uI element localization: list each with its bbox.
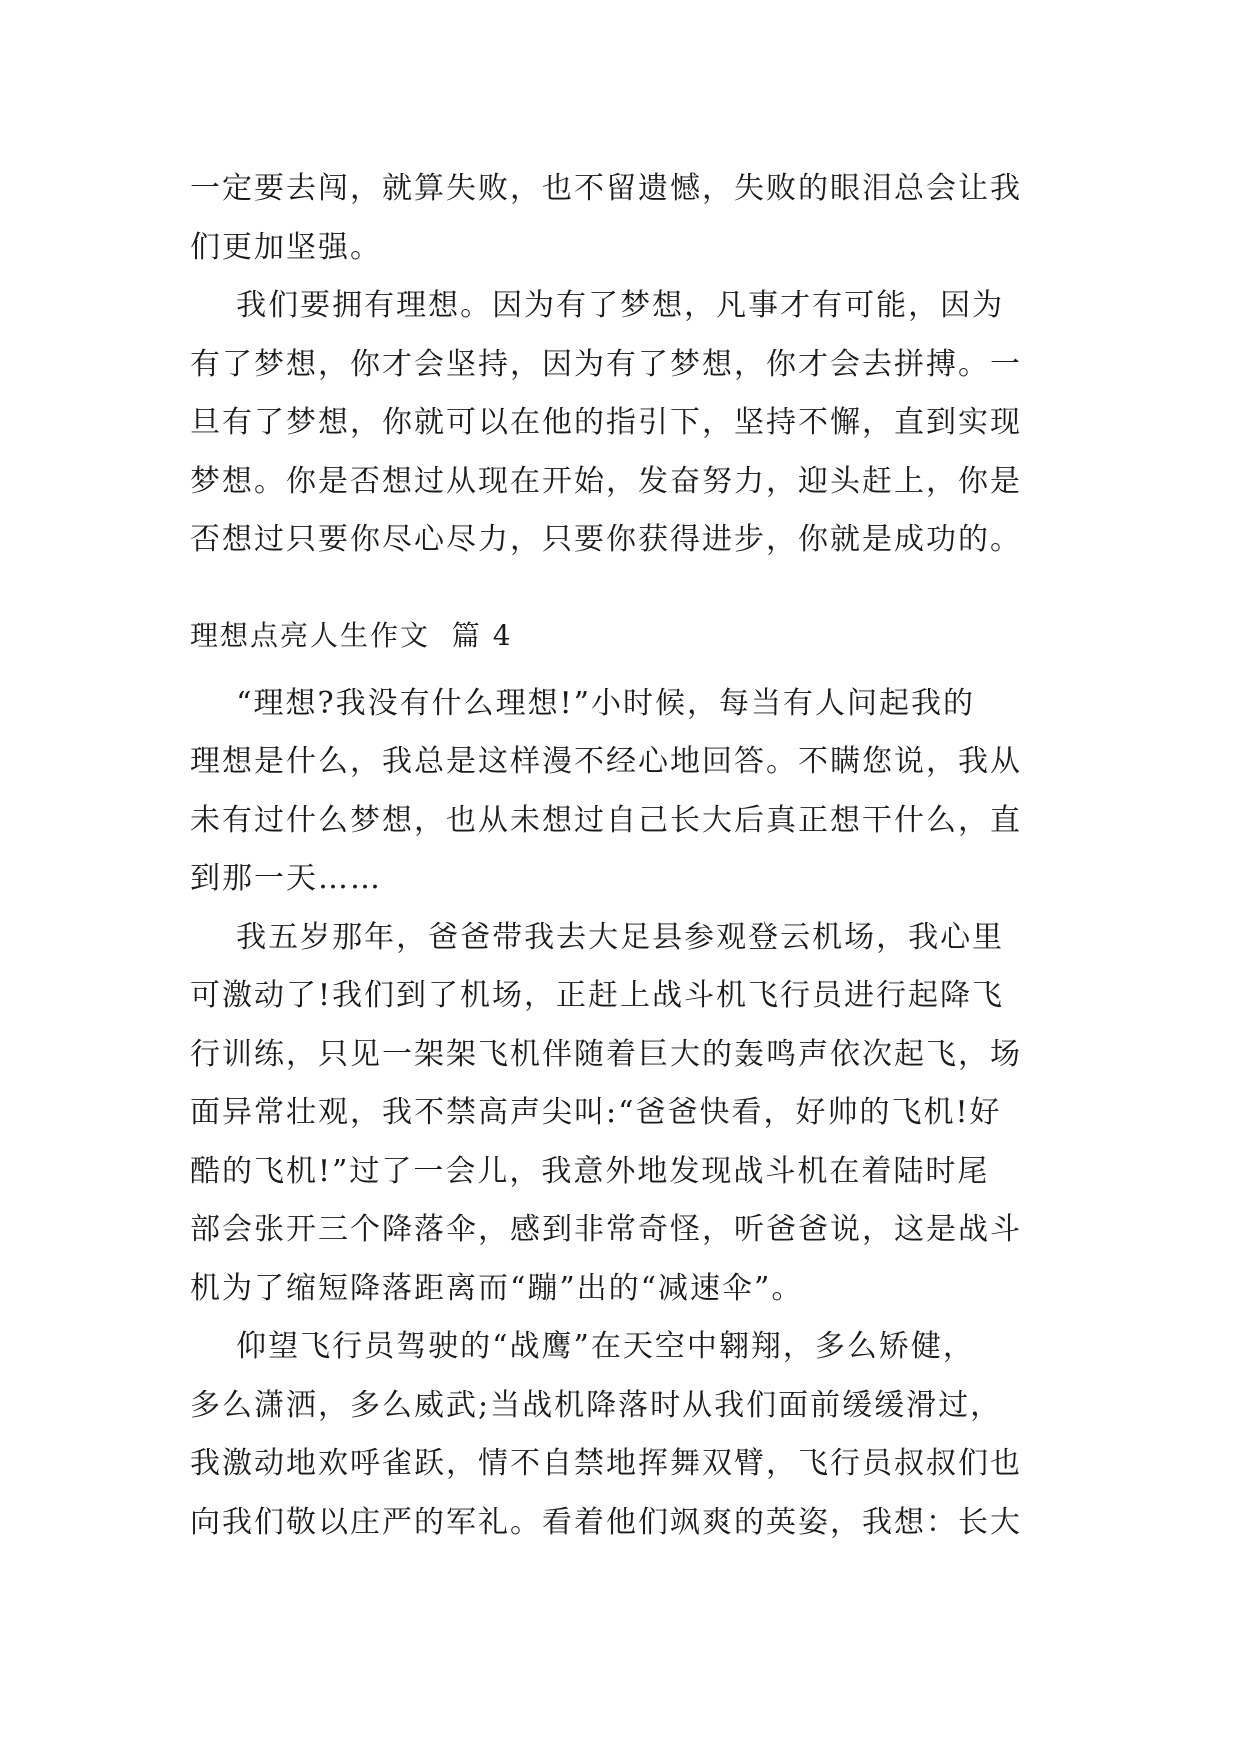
text-line: 仰望飞行员驾驶的“战鹰”在天空中翱翔，多么矫健， (190, 1329, 975, 1364)
text-line: “理想?我没有什么理想!”小时候，每当有人问起我的 (190, 685, 975, 721)
text-line: 我五岁那年，爸爸带我去大足县参观登云机场，我心里 (190, 919, 1005, 955)
text-line: 我激动地欢呼雀跃，情不自禁地挥舞双臂，飞行员叔叔们也 (190, 1446, 1022, 1481)
paragraph-d (190, 909, 1070, 1319)
text-line: 未有过什么梦想，也从未想过自己长大后真正想干什么，直 (190, 802, 1022, 838)
text-line: 梦想。你是否想过从现在开始，发奋努力，迎头赶上，你是 (190, 463, 1022, 499)
text-line: 向我们敬以庄严的军礼。看着他们飒爽的英姿，我想：长大 (190, 1504, 1022, 1540)
text-line: 一定要去闯，就算失败，也不留遗憾，失败的眼泪总会让我 (190, 171, 1022, 206)
paragraph-a (190, 160, 1070, 277)
text-line: 多么潇洒，多么威武;当战机降落时从我们面前缓缓滑过， (190, 1387, 1003, 1423)
text-line: 旦有了梦想，你就可以在他的指引下，坚持不懈，直到实现 (190, 405, 1022, 440)
paragraph-b (190, 277, 1070, 570)
document-page (190, 160, 1070, 1552)
text-line: 我们要拥有理想。因为有了梦想，凡事才有可能，因为 (190, 288, 1005, 323)
text-line: 们更加坚强。 (190, 229, 382, 265)
text-line: 行训练，只见一架架飞机伴随着巨大的轰鸣声依次起飞，场 (190, 1036, 1022, 1072)
section-heading: 理想点亮人生作文 篇 4 (190, 618, 513, 652)
text-line: 否想过只要你尽心尽力，只要你获得进步，你就是成功的。 (190, 522, 1022, 557)
paragraph-c (190, 675, 1070, 909)
text-line: 机为了缩短降落距离而“蹦”出的“减速伞”。 (190, 1270, 804, 1306)
text-line: 理想是什么，我总是这样漫不经心地回答。不瞒您说，我从 (190, 744, 1022, 779)
text-line: 面异常壮观，我不禁高声尖叫:“爸爸快看，好帅的飞机!好 (190, 1095, 1002, 1130)
text-line: 可激动了!我们到了机场，正赶上战斗机飞行员进行起降飞 (190, 978, 1005, 1013)
text-line: 酷的飞机!”过了一会儿，我意外地发现战斗机在着陆时尾 (190, 1153, 990, 1189)
text-line: 部会张开三个降落伞，感到非常奇怪，听爸爸说，这是战斗 (190, 1212, 1022, 1247)
section-gap (190, 570, 1070, 614)
paragraph-e (190, 1318, 1070, 1552)
text-line: 到那一天…… (190, 861, 382, 896)
text-line: 有了梦想，你才会坚持，因为有了梦想，你才会去拼搏。一 (190, 346, 1022, 382)
